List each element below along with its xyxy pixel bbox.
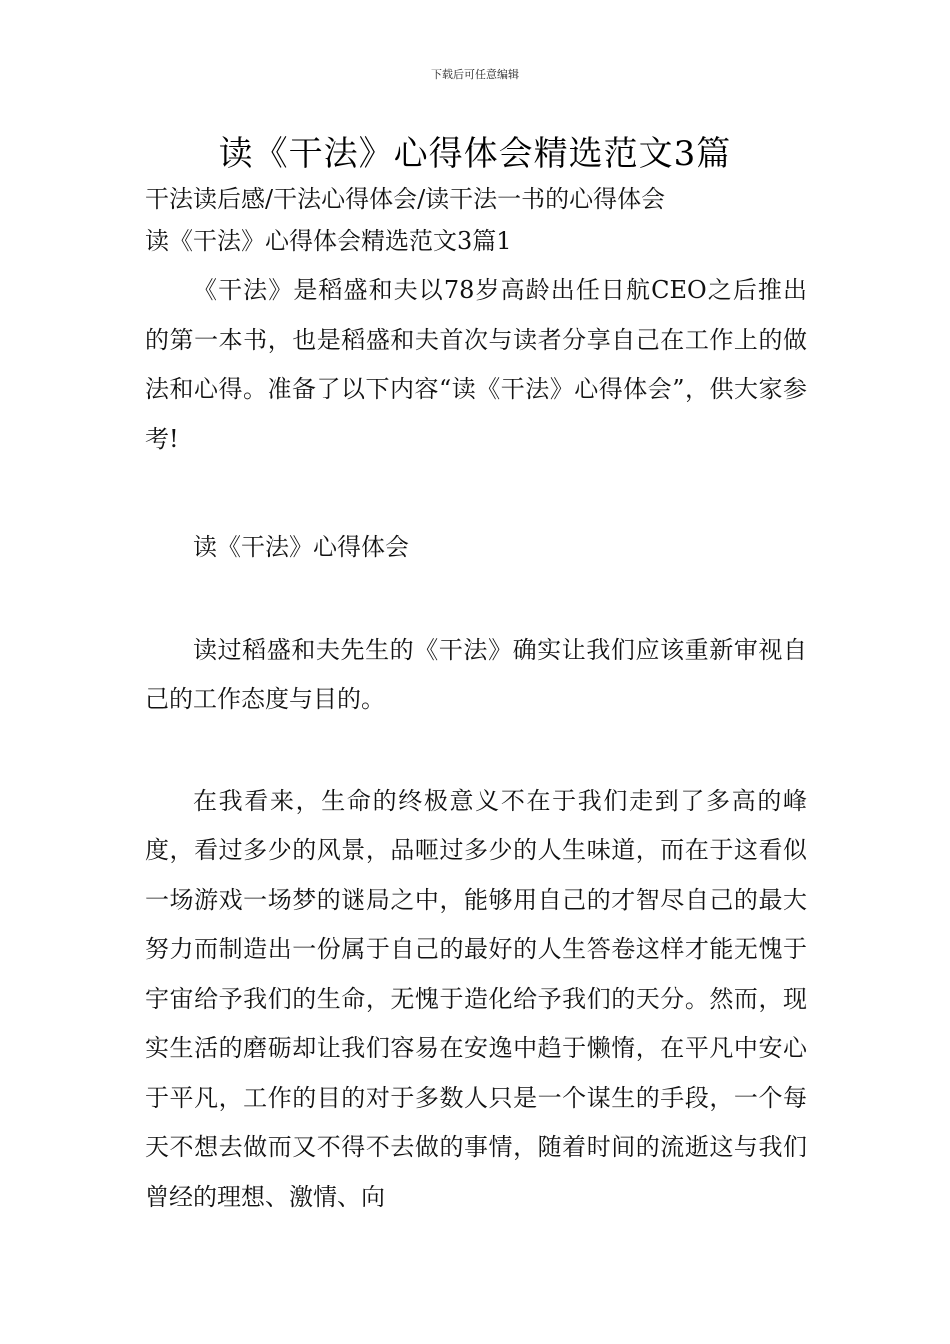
document-subtitle: 干法读后感/干法心得体会/读干法一书的心得体会 [145,185,666,213]
paragraph-reflection: 读过稻盛和夫先生的《干法》确实让我们应该重新审视自己的工作态度与目的。 [145,635,807,713]
document-body [145,180,807,1222]
paragraph-meaning-of-life: 在我看来，生命的终极意义不在于我们走到了多高的峰度，看过多少的风景，品咂过多少的人生味道，而在于这看似一场游戏一场梦的谜局之中，能够用自己的才智尽自己的最大努力而制造出一份属于自己的最好的人生答卷这样才能无愧于宇宙给予我们的生命，无愧于造化给予我们的天分。然而，现实生活的磨砺却让我们容易在安逸中趋于懒惰，在平凡中安心于平凡，工作的目的对于多数人只是一个谋生的手段，一个每天不想去做而又不得不去做的事情，随着时间的流逝这与我们曾经的理想、激情、向 [145,786,807,1211]
header-note: 下载后可任意编辑 [431,68,519,81]
section-heading: 读《干法》心得体会 [193,533,409,561]
document-title: 读《干法》心得体会精选范文3篇 [218,134,732,174]
paragraph-intro: 《干法》是稻盛和夫以78岁高龄出任日航CEO之后推出的第一本书，也是稻盛和夫首次与读者分享自己在工作上的做法和心得。准备了以下内容“读《干法》心得体会”，供大家参考! [145,276,807,453]
section-label: 读《干法》心得体会精选范文3篇1 [145,227,512,255]
